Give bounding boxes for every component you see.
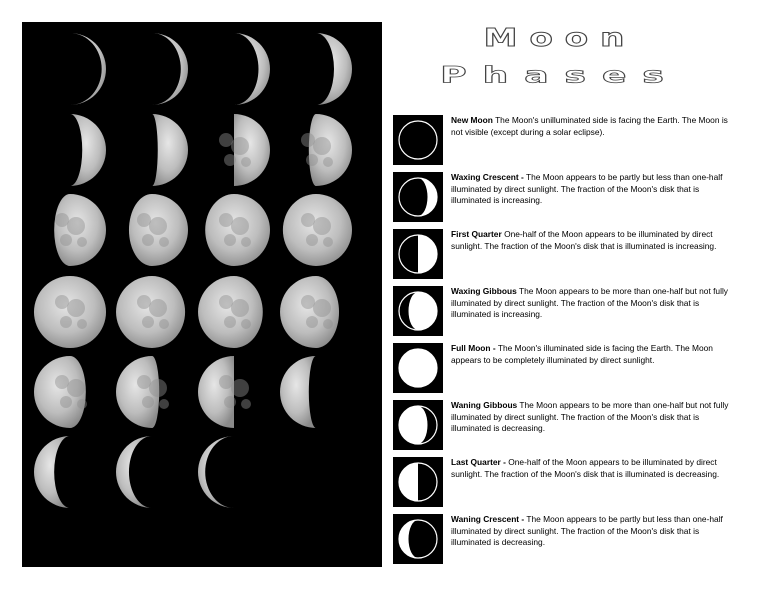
phase-description — [451, 172, 741, 207]
phase-row — [393, 343, 743, 395]
moon-photo-waning-gibbous — [116, 356, 169, 428]
moon-photo-waxing-crescent — [152, 33, 188, 105]
moon-photo-waning-gibbous — [34, 356, 87, 428]
phase-row — [393, 286, 743, 338]
waning-gibbous-icon — [393, 400, 443, 450]
moon-photo-grid — [22, 22, 382, 567]
phase-description — [451, 400, 741, 435]
moon-photo-waning-crescent — [280, 356, 316, 428]
moon-photo-waning-crescent — [34, 436, 70, 508]
phase-description — [451, 343, 741, 366]
phase-name: Waning Crescent - — [451, 514, 525, 524]
phase-text: The Moon appears to be more than one-half but not fully illuminated by direct sunlight. The fraction of the Moon's disk that is illuminated is decreasing. — [451, 400, 729, 433]
phase-row — [393, 514, 743, 566]
phase-description — [451, 229, 741, 252]
phase-description — [451, 514, 741, 549]
full-moon-icon — [393, 343, 443, 393]
phase-row — [393, 172, 743, 224]
phase-description — [451, 286, 741, 321]
phase-text: The Moon appears to be more than one-half but not fully illuminated by direct sunlight. The fraction of the Moon's disk that is illuminated is increasing. — [451, 286, 728, 319]
moon-photo-waning-crescent — [198, 436, 234, 508]
waxing-gibbous-icon — [393, 286, 443, 336]
moon-photo-waxing-gibbous — [129, 194, 188, 266]
moon-photo-waxing-crescent — [70, 33, 106, 105]
phase-text: One-half of the Moon appears to be illuminated by direct sunlight. The fraction of the Moon's disk that is illuminated is increasing. — [451, 229, 717, 251]
phase-text: The Moon's unilluminated side is facing the Earth. The Moon is not visible (except during a solar eclipse). — [451, 115, 728, 137]
moon-photo-waning-gibbous — [198, 276, 263, 348]
moon-photo-waxing-gibbous — [283, 194, 352, 266]
phase-text: The Moon's illuminated side is facing the Earth. The Moon appears to be completely illuminated by direct sunlight. — [451, 343, 713, 365]
phase-row — [393, 115, 743, 167]
phase-name: Full Moon - — [451, 343, 496, 353]
moon-photo-waxing-crescent — [70, 114, 106, 186]
phase-name: First Quarter — [451, 229, 502, 239]
phase-text: One-half of the Moon appears to be illuminated by direct sunlight. The fraction of the Moon's disk that is illuminated is decreasing. — [451, 457, 720, 479]
phase-name: Waxing Crescent - — [451, 172, 524, 182]
title-moon: Moon — [483, 23, 637, 53]
title-phases: Phases — [440, 62, 680, 89]
moon-photo-waxing-gibbous — [301, 114, 352, 186]
phase-description — [451, 457, 741, 480]
moon-photo-waxing-gibbous — [205, 194, 270, 266]
phase-row — [393, 229, 743, 281]
moon-photo-grid-image — [22, 22, 382, 567]
waxing-crescent-icon — [393, 172, 443, 222]
moon-photo-waning-gibbous — [280, 276, 339, 348]
moon-photo-waning-gibbous — [116, 276, 185, 348]
moon-photo-first-quarter — [219, 114, 270, 186]
moon-photo-waxing-gibbous — [54, 194, 106, 266]
phase-text: The Moon appears to be partly but less than one-half illuminated by direct sunlight. The fraction of the Moon's disk that is illuminated is decreasing. — [451, 514, 723, 547]
phase-name: Waxing Gibbous — [451, 286, 517, 296]
first-quarter-icon — [393, 229, 443, 279]
phase-row — [393, 457, 743, 509]
moon-photo-full — [34, 276, 106, 348]
moon-photo-waning-crescent — [116, 436, 152, 508]
phase-description — [451, 115, 741, 138]
waning-crescent-icon — [393, 514, 443, 564]
moon-photo-waxing-crescent — [234, 33, 270, 105]
phase-row — [393, 400, 743, 452]
moon-photo-waxing-crescent — [316, 33, 352, 105]
last-quarter-icon — [393, 457, 443, 507]
moon-photo-last-quarter — [198, 356, 251, 428]
phase-name: Waning Gibbous — [451, 400, 518, 410]
phase-text: The Moon appears to be partly but less than one-half illuminated by direct sunlight. The fraction of the Moon's disk that is illuminated is increasing. — [451, 172, 723, 205]
phase-name: Last Quarter - — [451, 457, 506, 467]
moon-photo-waxing-crescent — [152, 114, 188, 186]
phase-name: New Moon — [451, 115, 493, 125]
new-moon-icon — [393, 115, 443, 165]
